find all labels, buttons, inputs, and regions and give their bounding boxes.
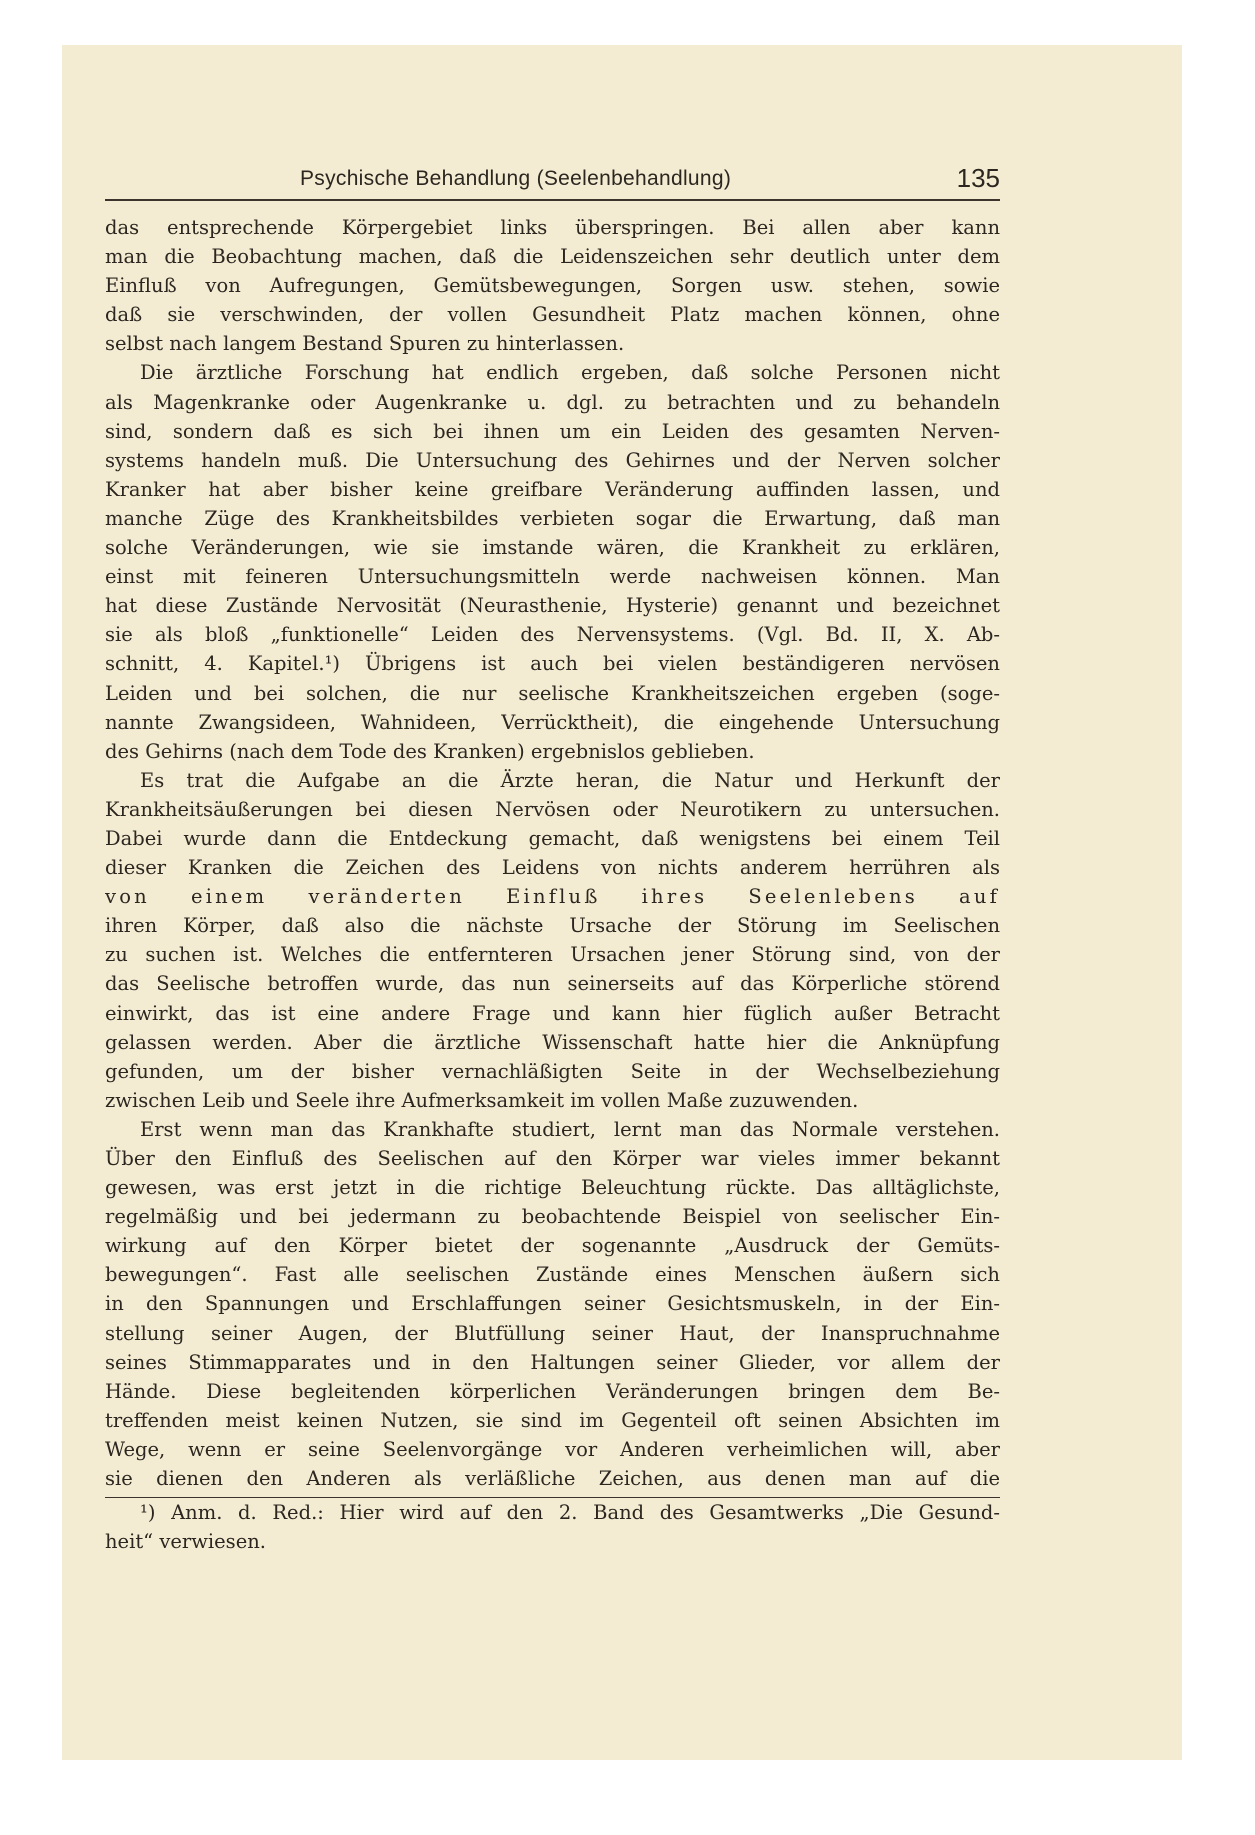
text-line: sind, sondern daß es sich bei ihnen um ein Leiden des gesamten Nerven- [105, 419, 1000, 443]
text-line: gewesen, was erst jetzt in die richtige Beleuchtung rückte. Das alltäglichste, [105, 1176, 1000, 1200]
text-line: bewegungen“. Fast alle seelischen Zustände eines Menschen äußern sich [105, 1263, 1000, 1287]
footnote [105, 1498, 1000, 1556]
text-line: zu suchen ist. Welches die entfernteren Ursachen jener Störung sind, von der [105, 943, 1000, 967]
running-header [105, 165, 1000, 201]
text-line: Dabei wurde dann die Entdeckung gemacht, daß wenigstens bei einem Teil [105, 826, 1000, 850]
text-line: ihren Körper, daß also die nächste Ursache der Störung im Seelischen [105, 914, 1000, 938]
text-line: zwischen Leib und Seele ihre Aufmerksamkeit im vollen Maße zuzuwenden. [105, 1088, 859, 1112]
text-line: Kranker hat aber bisher keine greifbare Veränderung auffinden lassen, und [105, 477, 1000, 501]
text-line: Hände. Diese begleitenden körperlichen Veränderungen bringen dem Be- [105, 1379, 1000, 1403]
text-line: daß sie verschwinden, der vollen Gesundheit Platz machen können, ohne [105, 303, 1000, 327]
footnote-line: heit“ verwiesen. [105, 1530, 266, 1554]
text-line: Leiden und bei solchen, die nur seelische Krankheitszeichen ergeben (soge- [105, 681, 1000, 705]
text-line: nannte Zwangsideen, Wahnideen, Verrücktheit), die eingehende Untersuchung [105, 710, 1000, 734]
text-line: von einem veränderten Einfluß ihres Seelenlebens auf [105, 885, 1000, 909]
text-line: als Magenkranke oder Augenkranke u. dgl. zu betrachten und zu behandeln [105, 390, 1000, 414]
text-line: gelassen werden. Aber die ärztliche Wissenschaft hatte hier die Anknüpfung [105, 1030, 1000, 1054]
text-line: Erst wenn man das Krankhafte studiert, lernt man das Normale verstehen. [140, 1117, 1000, 1141]
text-line: einst mit feineren Untersuchungsmitteln werde nachweisen können. Man [105, 565, 1000, 589]
text-line: seines Stimmapparates und in den Haltungen seiner Glieder, vor allem der [105, 1350, 1000, 1374]
text-line: wirkung auf den Körper bietet der sogenannte „Ausdruck der Gemüts- [105, 1234, 1000, 1258]
text-line: hat diese Zustände Nervosität (Neurasthenie, Hysterie) genannt und bezeichnet [105, 594, 1000, 618]
text-line: schnitt, 4. Kapitel.¹) Übrigens ist auch bei vielen beständigeren nervösen [105, 652, 1000, 676]
text-line: systems handeln muß. Die Untersuchung des Gehirnes und der Nerven solcher [105, 448, 1000, 472]
text-line: man die Beobachtung machen, daß die Leidenszeichen sehr deutlich unter dem [105, 245, 1000, 269]
text-line: dieser Kranken die Zeichen des Leidens von nichts anderem herrühren als [105, 856, 1000, 880]
text-line: Wege, wenn er seine Seelenvorgänge vor Anderen verheimlichen will, aber [105, 1437, 1000, 1461]
text-line: Über den Einfluß des Seelischen auf den Körper war vieles immer bekannt [105, 1147, 1000, 1170]
text-line: Einfluß von Aufregungen, Gemütsbewegungen, Sorgen usw. stehen, sowie [105, 274, 1000, 298]
text-line: Es trat die Aufgabe an die Ärzte heran, die Natur und Herkunft der [140, 768, 1000, 792]
text-line: einwirkt, das ist eine andere Frage und kann hier füglich außer Betracht [105, 1001, 1000, 1025]
text-line: das Seelische betroffen wurde, das nun seinerseits auf das Körperliche störend [105, 972, 1000, 996]
text-line: solche Veränderungen, wie sie imstande wären, die Krankheit zu erklären, [105, 536, 1000, 560]
text-line: selbst nach langem Bestand Spuren zu hinterlassen. [105, 332, 625, 356]
footnote-line: ¹) Anm. d. Red.: Hier wird auf den 2. Band des Gesamtwerks „Die Gesund- [140, 1501, 1000, 1525]
text-line: sie als bloß „funktionelle“ Leiden des Nervensystems. (Vgl. Bd. II, X. Ab- [105, 623, 1000, 647]
text-line: Die ärztliche Forschung hat endlich ergeben, daß solche Personen nicht [140, 361, 1000, 385]
text-line: das entsprechende Körpergebiet links überspringen. Bei allen aber kann [105, 216, 1000, 239]
book-page [105, 165, 1000, 1556]
text-line: regelmäßig und bei jedermann zu beobachtende Beispiel von seelischer Ein- [105, 1205, 1000, 1229]
text-line: manche Züge des Krankheitsbildes verbieten sogar die Erwartung, daß man [105, 506, 1000, 530]
body-text [105, 213, 1000, 1493]
text-line: Krankheitsäußerungen bei diesen Nervösen oder Neurotikern zu untersuchen. [105, 797, 1000, 821]
text-line: gefunden, um der bisher vernachläßigten Seite in der Wechselbeziehung [105, 1059, 1000, 1083]
text-line: in den Spannungen und Erschlaffungen seiner Gesichtsmuskeln, in der Ein- [105, 1292, 1000, 1316]
text-line: sie dienen den Anderen als verläßliche Zeichen, aus denen man auf die [105, 1467, 1000, 1491]
page-number: 135 [956, 163, 1000, 193]
header-title: Psychische Behandlung (Seelenbehandlung) [300, 167, 732, 190]
text-line: des Gehirns (nach dem Tode des Kranken) ergebnislos geblieben. [105, 739, 755, 763]
text-line: treffenden meist keinen Nutzen, sie sind im Gegenteil oft seinen Absichten im [105, 1408, 1000, 1432]
text-line: stellung seiner Augen, der Blutfüllung seiner Haut, der Inanspruchnahme [105, 1321, 1000, 1345]
